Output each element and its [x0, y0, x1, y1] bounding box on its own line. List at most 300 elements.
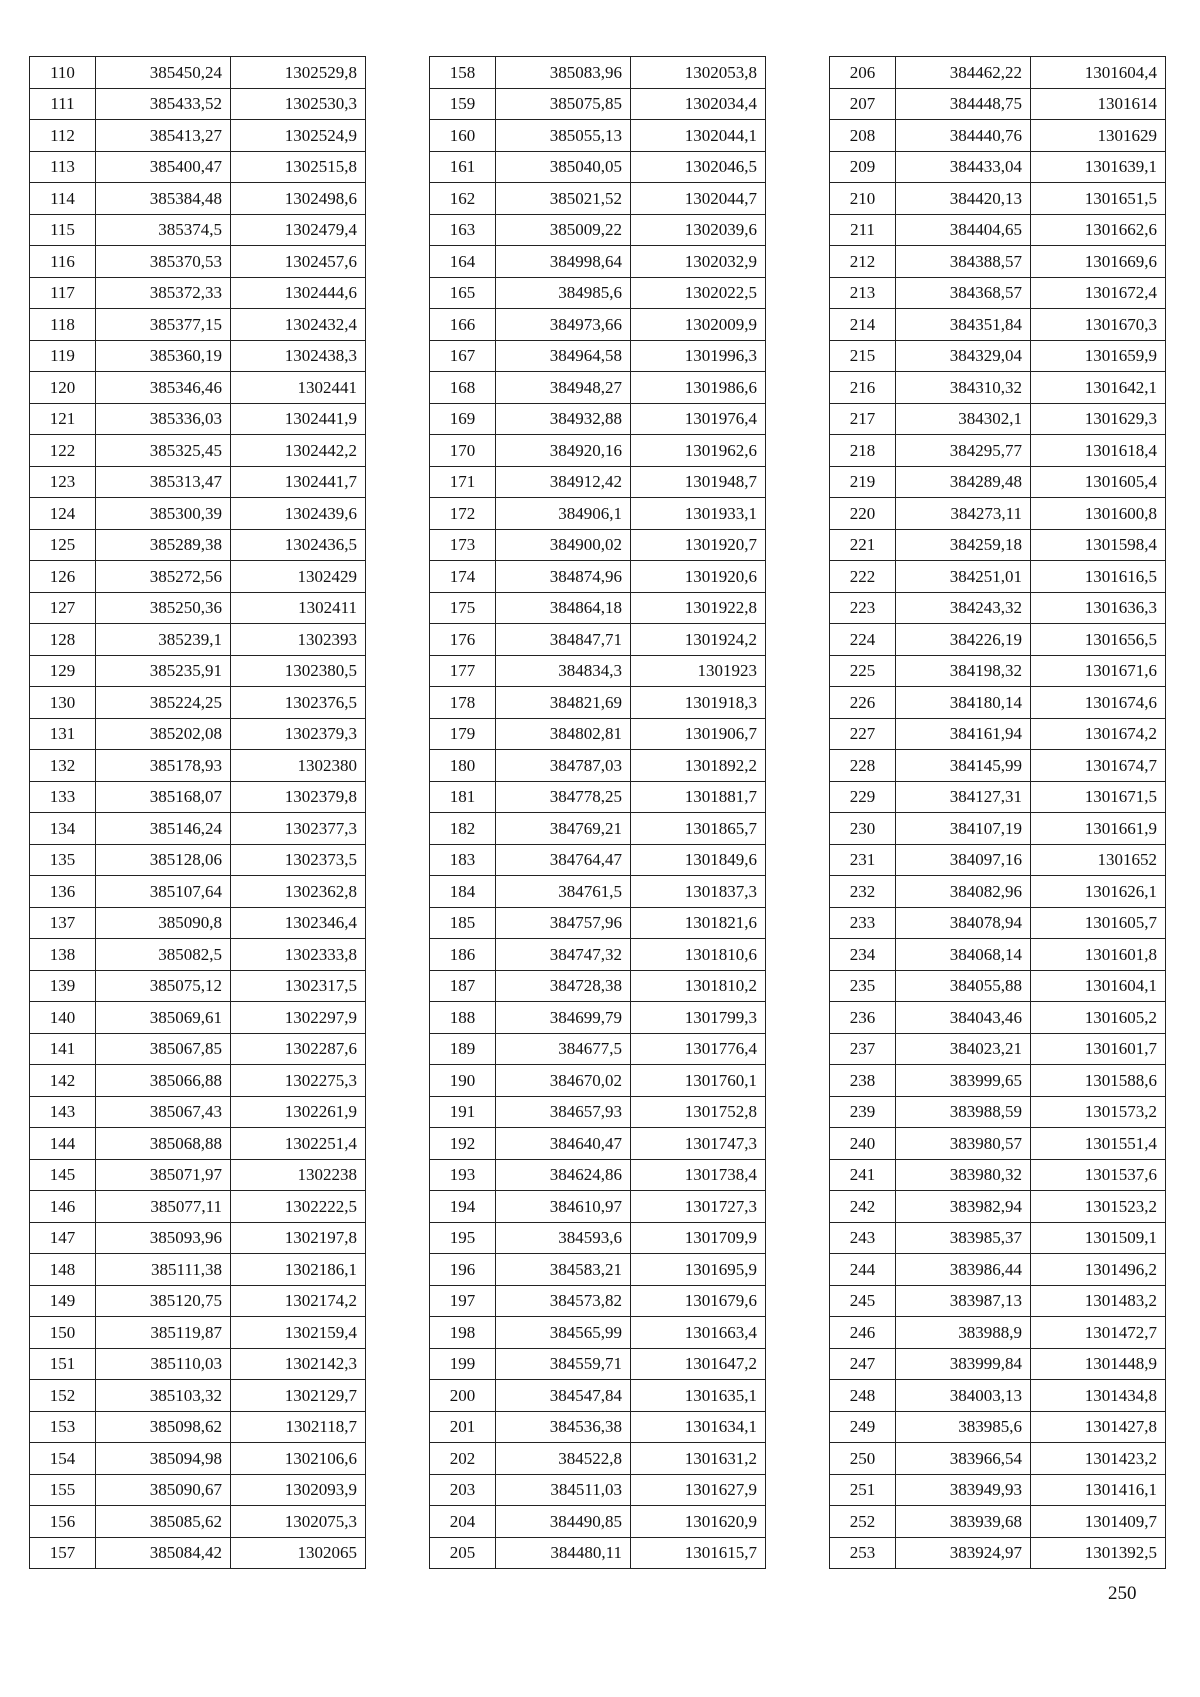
- table-row: [430, 844, 766, 876]
- x-coordinate-cell: 385372,33: [96, 277, 231, 309]
- table-row: [30, 1254, 366, 1286]
- x-coordinate-cell: 383985,6: [896, 1411, 1031, 1443]
- x-coordinate-cell: 384677,5: [496, 1033, 631, 1065]
- table-row: [30, 1002, 366, 1034]
- y-coordinate-cell: 1301423,2: [1031, 1443, 1166, 1475]
- y-coordinate-cell: 1301620,9: [631, 1506, 766, 1538]
- point-number-cell: 240: [830, 1128, 896, 1160]
- x-coordinate-cell: 385067,85: [96, 1033, 231, 1065]
- point-number-cell: 226: [830, 687, 896, 719]
- table-row: [830, 750, 1166, 782]
- point-number-cell: 113: [30, 151, 96, 183]
- table-row: [830, 340, 1166, 372]
- x-coordinate-cell: 383982,94: [896, 1191, 1031, 1223]
- table-row: [830, 718, 1166, 750]
- point-number-cell: 247: [830, 1348, 896, 1380]
- point-number-cell: 125: [30, 529, 96, 561]
- table-row: [830, 88, 1166, 120]
- table-row: [430, 403, 766, 435]
- y-coordinate-cell: 1301837,3: [631, 876, 766, 908]
- table-row: [30, 1065, 366, 1097]
- table-row: [830, 1285, 1166, 1317]
- table-row: [430, 1380, 766, 1412]
- table-row: [30, 1285, 366, 1317]
- x-coordinate-cell: 385103,32: [96, 1380, 231, 1412]
- table-row: [830, 120, 1166, 152]
- table-row: [430, 1096, 766, 1128]
- y-coordinate-cell: 1301605,7: [1031, 907, 1166, 939]
- y-coordinate-cell: 1301636,3: [1031, 592, 1166, 624]
- y-coordinate-cell: 1301892,2: [631, 750, 766, 782]
- y-coordinate-cell: 1301810,2: [631, 970, 766, 1002]
- y-coordinate-cell: 1302297,9: [231, 1002, 366, 1034]
- point-number-cell: 165: [430, 277, 496, 309]
- table-row: [830, 1128, 1166, 1160]
- point-number-cell: 239: [830, 1096, 896, 1128]
- y-coordinate-cell: 1301392,5: [1031, 1537, 1166, 1569]
- point-number-cell: 148: [30, 1254, 96, 1286]
- point-number-cell: 205: [430, 1537, 496, 1569]
- y-coordinate-cell: 1301799,3: [631, 1002, 766, 1034]
- x-coordinate-cell: 383986,44: [896, 1254, 1031, 1286]
- table-row: [830, 372, 1166, 404]
- page-number: 250: [1108, 1583, 1137, 1604]
- x-coordinate-cell: 385300,39: [96, 498, 231, 530]
- point-number-cell: 245: [830, 1285, 896, 1317]
- table-row: [430, 655, 766, 687]
- y-coordinate-cell: 1301551,4: [1031, 1128, 1166, 1160]
- table-row: [830, 592, 1166, 624]
- x-coordinate-cell: 384559,71: [496, 1348, 631, 1380]
- y-coordinate-cell: 1302530,3: [231, 88, 366, 120]
- point-number-cell: 141: [30, 1033, 96, 1065]
- point-number-cell: 244: [830, 1254, 896, 1286]
- x-coordinate-cell: 385071,97: [96, 1159, 231, 1191]
- x-coordinate-cell: 384728,38: [496, 970, 631, 1002]
- y-coordinate-cell: 1302142,3: [231, 1348, 366, 1380]
- x-coordinate-cell: 384511,03: [496, 1474, 631, 1506]
- table-row: [30, 781, 366, 813]
- x-coordinate-cell: 384198,32: [896, 655, 1031, 687]
- x-coordinate-cell: 384448,75: [896, 88, 1031, 120]
- point-number-cell: 217: [830, 403, 896, 435]
- point-number-cell: 243: [830, 1222, 896, 1254]
- y-coordinate-cell: 1302174,2: [231, 1285, 366, 1317]
- x-coordinate-cell: 384295,77: [896, 435, 1031, 467]
- point-number-cell: 194: [430, 1191, 496, 1223]
- x-coordinate-cell: 384640,47: [496, 1128, 631, 1160]
- point-number-cell: 128: [30, 624, 96, 656]
- x-coordinate-cell: 383985,37: [896, 1222, 1031, 1254]
- table-row: [430, 907, 766, 939]
- table-row: [30, 1222, 366, 1254]
- x-coordinate-cell: 384259,18: [896, 529, 1031, 561]
- y-coordinate-cell: 1302159,4: [231, 1317, 366, 1349]
- table-row: [430, 120, 766, 152]
- table-row: [830, 1159, 1166, 1191]
- table-row: [430, 1065, 766, 1097]
- y-coordinate-cell: 1301906,7: [631, 718, 766, 750]
- point-number-cell: 250: [830, 1443, 896, 1475]
- x-coordinate-cell: 384973,66: [496, 309, 631, 341]
- coordinate-table-2: [429, 56, 766, 1569]
- x-coordinate-cell: 385090,67: [96, 1474, 231, 1506]
- table-row: [430, 277, 766, 309]
- x-coordinate-cell: 384699,79: [496, 1002, 631, 1034]
- point-number-cell: 155: [30, 1474, 96, 1506]
- y-coordinate-cell: 1302438,3: [231, 340, 366, 372]
- table-row: [830, 498, 1166, 530]
- y-coordinate-cell: 1302287,6: [231, 1033, 366, 1065]
- y-coordinate-cell: 1302379,8: [231, 781, 366, 813]
- x-coordinate-cell: 384573,82: [496, 1285, 631, 1317]
- x-coordinate-cell: 385120,75: [96, 1285, 231, 1317]
- y-coordinate-cell: 1301416,1: [1031, 1474, 1166, 1506]
- point-number-cell: 150: [30, 1317, 96, 1349]
- table-row: [830, 403, 1166, 435]
- x-coordinate-cell: 384593,6: [496, 1222, 631, 1254]
- point-number-cell: 252: [830, 1506, 896, 1538]
- table-row: [830, 1002, 1166, 1034]
- point-number-cell: 122: [30, 435, 96, 467]
- table-row: [830, 1254, 1166, 1286]
- table-row: [30, 1128, 366, 1160]
- point-number-cell: 124: [30, 498, 96, 530]
- x-coordinate-cell: 384998,64: [496, 246, 631, 278]
- y-coordinate-cell: 1301776,4: [631, 1033, 766, 1065]
- point-number-cell: 213: [830, 277, 896, 309]
- table-row: [430, 1411, 766, 1443]
- table-row: [830, 1191, 1166, 1223]
- x-coordinate-cell: 384490,85: [496, 1506, 631, 1538]
- point-number-cell: 133: [30, 781, 96, 813]
- y-coordinate-cell: 1301670,3: [1031, 309, 1166, 341]
- x-coordinate-cell: 383999,65: [896, 1065, 1031, 1097]
- table-row: [830, 1380, 1166, 1412]
- x-coordinate-cell: 384964,58: [496, 340, 631, 372]
- table-row: [430, 1254, 766, 1286]
- y-coordinate-cell: 1301642,1: [1031, 372, 1166, 404]
- x-coordinate-cell: 385068,88: [96, 1128, 231, 1160]
- table-row: [30, 844, 366, 876]
- point-number-cell: 153: [30, 1411, 96, 1443]
- point-number-cell: 154: [30, 1443, 96, 1475]
- point-number-cell: 123: [30, 466, 96, 498]
- point-number-cell: 134: [30, 813, 96, 845]
- table-row: [830, 1096, 1166, 1128]
- x-coordinate-cell: 384078,94: [896, 907, 1031, 939]
- table-row: [430, 813, 766, 845]
- y-coordinate-cell: 1301920,7: [631, 529, 766, 561]
- table-row: [830, 561, 1166, 593]
- point-number-cell: 251: [830, 1474, 896, 1506]
- point-number-cell: 158: [430, 57, 496, 89]
- point-number-cell: 212: [830, 246, 896, 278]
- point-number-cell: 177: [430, 655, 496, 687]
- y-coordinate-cell: 1301760,1: [631, 1065, 766, 1097]
- x-coordinate-cell: 384404,65: [896, 214, 1031, 246]
- table-row: [30, 403, 366, 435]
- table-row: [30, 939, 366, 971]
- y-coordinate-cell: 1301865,7: [631, 813, 766, 845]
- y-coordinate-cell: 1301629,3: [1031, 403, 1166, 435]
- y-coordinate-cell: 1301635,1: [631, 1380, 766, 1412]
- table-row: [830, 529, 1166, 561]
- table-row: [30, 907, 366, 939]
- y-coordinate-cell: 1301427,8: [1031, 1411, 1166, 1443]
- table-row: [830, 655, 1166, 687]
- table-row: [30, 1443, 366, 1475]
- x-coordinate-cell: 385110,03: [96, 1348, 231, 1380]
- table-row: [30, 1380, 366, 1412]
- x-coordinate-cell: 385239,1: [96, 624, 231, 656]
- y-coordinate-cell: 1302380,5: [231, 655, 366, 687]
- point-number-cell: 218: [830, 435, 896, 467]
- y-coordinate-cell: 1302362,8: [231, 876, 366, 908]
- x-coordinate-cell: 385082,5: [96, 939, 231, 971]
- x-coordinate-cell: 384289,48: [896, 466, 1031, 498]
- point-number-cell: 227: [830, 718, 896, 750]
- x-coordinate-cell: 385067,43: [96, 1096, 231, 1128]
- y-coordinate-cell: 1302393: [231, 624, 366, 656]
- y-coordinate-cell: 1301627,9: [631, 1474, 766, 1506]
- x-coordinate-cell: 384082,96: [896, 876, 1031, 908]
- point-number-cell: 157: [30, 1537, 96, 1569]
- y-coordinate-cell: 1301962,6: [631, 435, 766, 467]
- point-number-cell: 115: [30, 214, 96, 246]
- y-coordinate-cell: 1301924,2: [631, 624, 766, 656]
- x-coordinate-cell: 384565,99: [496, 1317, 631, 1349]
- y-coordinate-cell: 1301669,6: [1031, 246, 1166, 278]
- x-coordinate-cell: 385066,88: [96, 1065, 231, 1097]
- x-coordinate-cell: 384055,88: [896, 970, 1031, 1002]
- x-coordinate-cell: 385021,52: [496, 183, 631, 215]
- table-row: [30, 718, 366, 750]
- y-coordinate-cell: 1301821,6: [631, 907, 766, 939]
- table-row: [30, 561, 366, 593]
- point-number-cell: 210: [830, 183, 896, 215]
- x-coordinate-cell: 384761,5: [496, 876, 631, 908]
- table-row: [830, 907, 1166, 939]
- point-number-cell: 120: [30, 372, 96, 404]
- point-number-cell: 143: [30, 1096, 96, 1128]
- x-coordinate-cell: 384003,13: [896, 1380, 1031, 1412]
- y-coordinate-cell: 1302376,5: [231, 687, 366, 719]
- point-number-cell: 147: [30, 1222, 96, 1254]
- table-row: [430, 781, 766, 813]
- point-number-cell: 230: [830, 813, 896, 845]
- table-row: [30, 529, 366, 561]
- table-row: [30, 1096, 366, 1128]
- point-number-cell: 235: [830, 970, 896, 1002]
- x-coordinate-cell: 385272,56: [96, 561, 231, 593]
- y-coordinate-cell: 1302380: [231, 750, 366, 782]
- table-row: [430, 592, 766, 624]
- point-number-cell: 215: [830, 340, 896, 372]
- y-coordinate-cell: 1302118,7: [231, 1411, 366, 1443]
- y-coordinate-cell: 1301652: [1031, 844, 1166, 876]
- point-number-cell: 169: [430, 403, 496, 435]
- table-row: [30, 498, 366, 530]
- table-row: [30, 466, 366, 498]
- table-row: [430, 1474, 766, 1506]
- point-number-cell: 187: [430, 970, 496, 1002]
- table-row: [430, 1033, 766, 1065]
- table-row: [430, 151, 766, 183]
- table-row: [30, 277, 366, 309]
- table-row: [430, 1285, 766, 1317]
- point-number-cell: 221: [830, 529, 896, 561]
- point-number-cell: 179: [430, 718, 496, 750]
- table-row: [430, 372, 766, 404]
- y-coordinate-cell: 1302039,6: [631, 214, 766, 246]
- x-coordinate-cell: 384302,1: [896, 403, 1031, 435]
- point-number-cell: 214: [830, 309, 896, 341]
- point-number-cell: 178: [430, 687, 496, 719]
- point-number-cell: 201: [430, 1411, 496, 1443]
- x-coordinate-cell: 383939,68: [896, 1506, 1031, 1538]
- point-number-cell: 176: [430, 624, 496, 656]
- point-number-cell: 203: [430, 1474, 496, 1506]
- x-coordinate-cell: 385069,61: [96, 1002, 231, 1034]
- x-coordinate-cell: 384068,14: [896, 939, 1031, 971]
- x-coordinate-cell: 383949,93: [896, 1474, 1031, 1506]
- point-number-cell: 161: [430, 151, 496, 183]
- y-coordinate-cell: 1301663,4: [631, 1317, 766, 1349]
- y-coordinate-cell: 1302439,6: [231, 498, 366, 530]
- x-coordinate-cell: 383999,84: [896, 1348, 1031, 1380]
- point-number-cell: 160: [430, 120, 496, 152]
- y-coordinate-cell: 1301631,2: [631, 1443, 766, 1475]
- x-coordinate-cell: 385107,64: [96, 876, 231, 908]
- table-row: [830, 1443, 1166, 1475]
- y-coordinate-cell: 1301605,2: [1031, 1002, 1166, 1034]
- x-coordinate-cell: 384536,38: [496, 1411, 631, 1443]
- y-coordinate-cell: 1301614: [1031, 88, 1166, 120]
- y-coordinate-cell: 1301923: [631, 655, 766, 687]
- point-number-cell: 137: [30, 907, 96, 939]
- point-number-cell: 190: [430, 1065, 496, 1097]
- x-coordinate-cell: 384900,02: [496, 529, 631, 561]
- x-coordinate-cell: 385224,25: [96, 687, 231, 719]
- y-coordinate-cell: 1301601,7: [1031, 1033, 1166, 1065]
- coordinate-table-1: [29, 56, 366, 1569]
- table-row: [30, 57, 366, 89]
- x-coordinate-cell: 385055,13: [496, 120, 631, 152]
- x-coordinate-cell: 385384,48: [96, 183, 231, 215]
- y-coordinate-cell: 1301672,4: [1031, 277, 1166, 309]
- point-number-cell: 229: [830, 781, 896, 813]
- point-number-cell: 197: [430, 1285, 496, 1317]
- table-row: [30, 372, 366, 404]
- x-coordinate-cell: 385075,85: [496, 88, 631, 120]
- table-row: [30, 1348, 366, 1380]
- x-coordinate-cell: 384747,32: [496, 939, 631, 971]
- table-row: [430, 624, 766, 656]
- x-coordinate-cell: 383988,9: [896, 1317, 1031, 1349]
- y-coordinate-cell: 1302032,9: [631, 246, 766, 278]
- table-row: [830, 277, 1166, 309]
- x-coordinate-cell: 384834,3: [496, 655, 631, 687]
- point-number-cell: 219: [830, 466, 896, 498]
- y-coordinate-cell: 1302065: [231, 1537, 366, 1569]
- x-coordinate-cell: 385235,91: [96, 655, 231, 687]
- point-number-cell: 126: [30, 561, 96, 593]
- y-coordinate-cell: 1301662,6: [1031, 214, 1166, 246]
- y-coordinate-cell: 1302432,4: [231, 309, 366, 341]
- table-row: [30, 1506, 366, 1538]
- table-row: [30, 592, 366, 624]
- x-coordinate-cell: 385098,62: [96, 1411, 231, 1443]
- table-row: [30, 246, 366, 278]
- x-coordinate-cell: 384440,76: [896, 120, 1031, 152]
- x-coordinate-cell: 384624,86: [496, 1159, 631, 1191]
- y-coordinate-cell: 1302317,5: [231, 970, 366, 1002]
- x-coordinate-cell: 384043,46: [896, 1002, 1031, 1034]
- y-coordinate-cell: 1302129,7: [231, 1380, 366, 1412]
- x-coordinate-cell: 384462,22: [896, 57, 1031, 89]
- x-coordinate-cell: 383966,54: [896, 1443, 1031, 1475]
- table-row: [830, 781, 1166, 813]
- table-row: [430, 183, 766, 215]
- point-number-cell: 118: [30, 309, 96, 341]
- y-coordinate-cell: 1302379,3: [231, 718, 366, 750]
- point-number-cell: 142: [30, 1065, 96, 1097]
- point-number-cell: 222: [830, 561, 896, 593]
- point-number-cell: 149: [30, 1285, 96, 1317]
- point-number-cell: 116: [30, 246, 96, 278]
- point-number-cell: 224: [830, 624, 896, 656]
- y-coordinate-cell: 1301509,1: [1031, 1222, 1166, 1254]
- point-number-cell: 234: [830, 939, 896, 971]
- point-number-cell: 131: [30, 718, 96, 750]
- table-row: [430, 939, 766, 971]
- x-coordinate-cell: 383924,97: [896, 1537, 1031, 1569]
- point-number-cell: 164: [430, 246, 496, 278]
- point-number-cell: 130: [30, 687, 96, 719]
- table-row: [30, 813, 366, 845]
- table-row: [430, 88, 766, 120]
- table-row: [830, 813, 1166, 845]
- y-coordinate-cell: 1301986,6: [631, 372, 766, 404]
- point-number-cell: 159: [430, 88, 496, 120]
- y-coordinate-cell: 1301523,2: [1031, 1191, 1166, 1223]
- table-row: [430, 1128, 766, 1160]
- x-coordinate-cell: 384127,31: [896, 781, 1031, 813]
- x-coordinate-cell: 385119,87: [96, 1317, 231, 1349]
- point-number-cell: 208: [830, 120, 896, 152]
- table-row: [430, 1348, 766, 1380]
- y-coordinate-cell: 1301496,2: [1031, 1254, 1166, 1286]
- x-coordinate-cell: 385093,96: [96, 1222, 231, 1254]
- x-coordinate-cell: 385009,22: [496, 214, 631, 246]
- point-number-cell: 192: [430, 1128, 496, 1160]
- point-number-cell: 114: [30, 183, 96, 215]
- point-number-cell: 188: [430, 1002, 496, 1034]
- y-coordinate-cell: 1301601,8: [1031, 939, 1166, 971]
- point-number-cell: 246: [830, 1317, 896, 1349]
- y-coordinate-cell: 1301604,1: [1031, 970, 1166, 1002]
- point-number-cell: 193: [430, 1159, 496, 1191]
- x-coordinate-cell: 384802,81: [496, 718, 631, 750]
- y-coordinate-cell: 1302046,5: [631, 151, 766, 183]
- x-coordinate-cell: 384420,13: [896, 183, 1031, 215]
- y-coordinate-cell: 1301661,9: [1031, 813, 1166, 845]
- point-number-cell: 231: [830, 844, 896, 876]
- point-number-cell: 168: [430, 372, 496, 404]
- table-row: [830, 1411, 1166, 1443]
- point-number-cell: 233: [830, 907, 896, 939]
